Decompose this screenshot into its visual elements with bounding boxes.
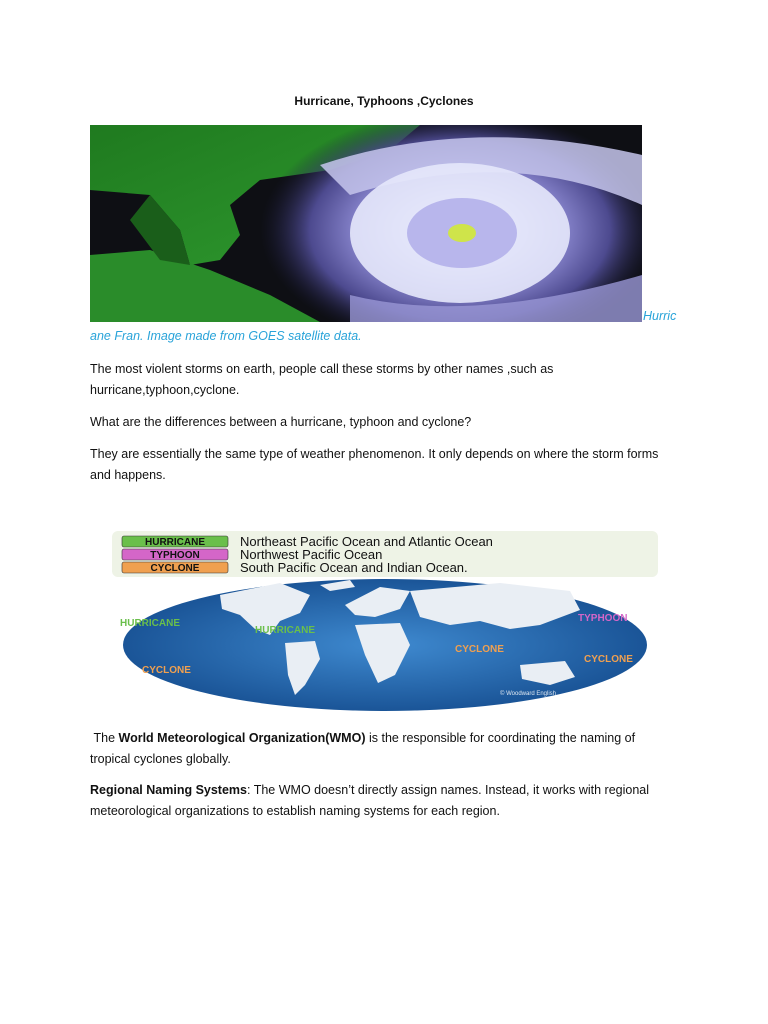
paragraph-line: The most violent storms on earth, people call these storms by other names ,such as bbox=[90, 362, 554, 376]
paragraph-answer bbox=[90, 444, 680, 486]
map-label-cyclone-australia: CYCLONE bbox=[584, 654, 633, 665]
paragraph-line bbox=[90, 780, 680, 801]
paragraph-line: meteorological organizations to establish naming systems for each region. bbox=[90, 804, 500, 818]
paragraph-line: and happens. bbox=[90, 468, 166, 482]
map-label-hurricane-west: HURRICANE bbox=[120, 618, 180, 629]
map-label-typhoon: TYPHOON bbox=[578, 613, 628, 624]
paragraph-question: What are the differences between a hurricane, typhoon and cyclone? bbox=[90, 415, 472, 429]
document-title: Hurricane, Typhoons ,Cyclones bbox=[294, 94, 474, 108]
paragraph-text: : The WMO doesn’t directly assign names. Instead, it works with regional bbox=[247, 783, 650, 797]
legend-region: Northwest Pacific Ocean bbox=[240, 547, 383, 562]
paragraph-text: is the responsible for coordinating the naming of bbox=[365, 731, 636, 745]
caption-line-1: Hurric bbox=[643, 309, 677, 323]
hurricane-satellite-image bbox=[90, 125, 642, 322]
paragraph-line: tropical cyclones globally. bbox=[90, 752, 231, 766]
map-label-hurricane-atlantic: HURRICANE bbox=[255, 625, 315, 636]
map-label-cyclone-indian: CYCLONE bbox=[455, 644, 504, 655]
caption-line-2: ane Fran. Image made from GOES satellite data. bbox=[90, 329, 362, 343]
paragraph-line: They are essentially the same type of weather phenomenon. It only depends on where the storm forms bbox=[90, 447, 659, 461]
paragraph-line: hurricane,typhoon,cyclone. bbox=[90, 383, 240, 397]
paragraph-line bbox=[90, 728, 680, 749]
map-label-cyclone-south-pacific: CYCLONE bbox=[142, 665, 191, 676]
legend-region: South Pacific Ocean and Indian Ocean. bbox=[240, 560, 468, 575]
paragraph-intro bbox=[90, 359, 680, 401]
bold-term-regional: Regional Naming Systems bbox=[90, 783, 247, 797]
world-map-infographic bbox=[110, 525, 660, 715]
paragraph-regional-naming bbox=[90, 780, 680, 822]
legend-row-cyclone bbox=[122, 560, 468, 575]
legend-tag: TYPHOON bbox=[150, 550, 200, 561]
legend-tag: CYCLONE bbox=[150, 563, 200, 574]
paragraph-wmo bbox=[90, 728, 680, 770]
map-credit: © Woodward English bbox=[500, 691, 557, 697]
legend-tag: HURRICANE bbox=[145, 537, 205, 548]
paragraph-text: The bbox=[93, 731, 119, 745]
bold-term-wmo: World Meteorological Organization(WMO) bbox=[118, 731, 366, 745]
legend-region: Northeast Pacific Ocean and Atlantic Ocean bbox=[240, 534, 493, 549]
